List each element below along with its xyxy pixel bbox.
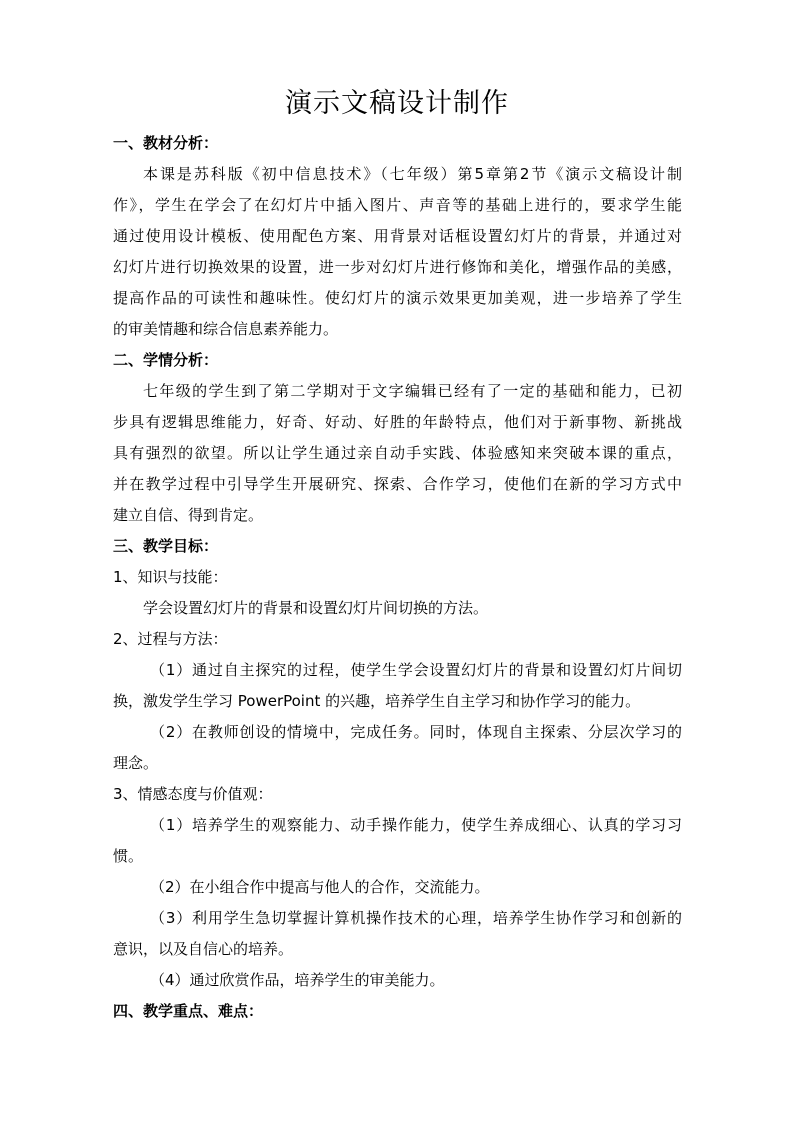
paragraph-line: 的审美情趣和综合信息素养能力。 <box>113 320 339 338</box>
section-heading: 四、教学重点、难点： <box>113 1002 264 1020</box>
paragraph-line: 幻灯片进行切换效果的设置，进一步对幻灯片进行修饰和美化，增强作品的美感， <box>113 258 682 276</box>
paragraph-line: （1）培养学生的观察能力、动手操作能力，使学生养成细心、认真的学习习 <box>150 816 682 834</box>
section-heading: 三、教学目标： <box>113 537 219 555</box>
paragraph-line: （2）在教师创设的情境中，完成任务。同时，体现自主探索、分层次学习的 <box>150 723 682 741</box>
subsection-heading: 3、情感态度与价值观： <box>113 785 273 803</box>
paragraph-line: 通过使用设计模板、使用配色方案、用背景对话框设置幻灯片的背景，并通过对 <box>113 227 682 245</box>
paragraph-line: 提高作品的可读性和趣味性。使幻灯片的演示效果更加美观，进一步培养了学生 <box>113 289 682 307</box>
paragraph-line: （2）在小组合作中提高与他人的合作，交流能力。 <box>150 878 490 896</box>
subsection-heading: 1、知识与技能： <box>113 568 228 586</box>
paragraph-line: （4）通过欣赏作品，培养学生的审美能力。 <box>150 971 445 989</box>
paragraph-line: （3）利用学生急切掌握计算机操作技术的心理，培养学生协作学习和创新的 <box>150 909 682 927</box>
paragraph-line: 惯。 <box>113 847 144 865</box>
document-body <box>113 128 682 1027</box>
paragraph-line: 具有强烈的欲望。所以让学生通过亲自动手实践、体验感知来突破本课的重点， <box>113 444 682 462</box>
subsection-heading: 2、过程与方法： <box>113 630 228 648</box>
paragraph-line: 换，激发学生学习 PowerPoint 的兴趣，培养学生自主学习和协作学习的能力。 <box>113 692 641 710</box>
paragraph-line: 学会设置幻灯片的背景和设置幻灯片间切换的方法。 <box>143 599 489 617</box>
paragraph-line: 建立自信、得到肯定。 <box>113 506 264 524</box>
paragraph-line: 并在教学过程中引导学生开展研究、探索、合作学习，使他们在新的学习方式中 <box>113 475 682 493</box>
paragraph-line: 理念。 <box>113 754 159 772</box>
document-title: 演示文稿设计制作 <box>285 88 509 119</box>
section-heading: 一、教材分析： <box>113 134 219 152</box>
paragraph-line: 意识，以及自信心的培养。 <box>113 940 294 958</box>
paragraph-line: 七年级的学生到了第二学期对于文字编辑已经有了一定的基础和能力，已初 <box>143 382 682 400</box>
paragraph-line: 本课是苏科版《初中信息技术》（七年级）第5章第2节《演示文稿设计制 <box>143 165 682 183</box>
paragraph-line: 步具有逻辑思维能力，好奇、好动、好胜的年龄特点，他们对于新事物、新挑战 <box>113 413 682 431</box>
paragraph-line: 作》，学生在学会了在幻灯片中插入图片、声音等的基础上进行的，要求学生能 <box>113 196 682 214</box>
paragraph-line: （1）通过自主探究的过程，使学生学会设置幻灯片的背景和设置幻灯片间切 <box>150 661 682 679</box>
section-heading: 二、学情分析： <box>113 351 219 369</box>
